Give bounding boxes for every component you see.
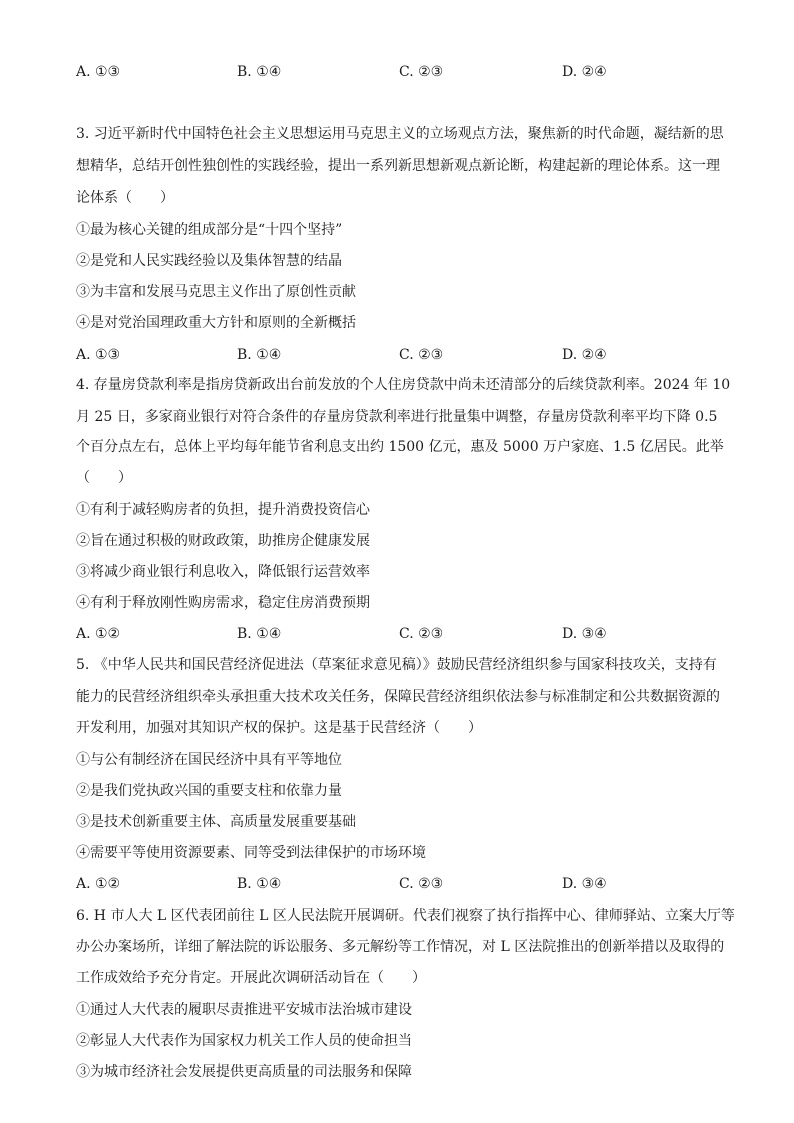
q5-option-b: B. ①④ xyxy=(237,876,282,892)
q4-item-3: ③将减少商业银行利息收入，降低银行运营效率 xyxy=(76,564,370,580)
q3-option-d: D. ②④ xyxy=(562,347,607,363)
q2-option-a: A. ①③ xyxy=(76,64,121,80)
q4-option-b: B. ①④ xyxy=(237,626,282,642)
q6-item-1: ①通过人大代表的履职尽责推进平安城市法治城市建设 xyxy=(76,1002,412,1018)
q6-item-2: ②彰显人大代表作为国家权力机关工作人员的使命担当 xyxy=(76,1033,412,1049)
q4-stem-line-3: 个百分点左右，总体上平均每年能节省利息支出约 1500 亿元，惠及 5000 万户家庭、1.5 亿居民。此举 xyxy=(76,439,724,455)
q5-options xyxy=(76,874,736,894)
q5-option-d: D. ③④ xyxy=(562,876,607,892)
q2-options xyxy=(76,62,736,82)
q5-stem-line-3: 开发利用，加强对其知识产权的保护。这是基于民营经济（ ） xyxy=(76,720,482,736)
q5-option-c: C. ②③ xyxy=(399,876,444,892)
q3-stem-line-3: 论体系（ ） xyxy=(76,190,174,206)
q5-item-3: ③是技术创新重要主体、高质量发展重要基础 xyxy=(76,814,356,830)
q4-stem-line-2: 月 25 日，多家商业银行对符合条件的存量房贷款利率进行批量集中调整，存量房贷款利率平均下降 0.5 xyxy=(76,409,718,425)
q6-item-3: ③为城市经济社会发展提供更高质量的司法服务和保障 xyxy=(76,1064,412,1080)
q5-option-a: A. ①② xyxy=(76,876,121,892)
q4-item-2: ②旨在通过积极的财政政策，助推房企健康发展 xyxy=(76,533,370,549)
q3-stem-line-1: 3. 习近平新时代中国特色社会主义思想运用马克思主义的立场观点方法，聚焦新的时代命题，凝结新的思 xyxy=(76,126,724,142)
q4-options xyxy=(76,624,736,644)
q3-option-b: B. ①④ xyxy=(237,347,282,363)
q2-option-b: B. ①④ xyxy=(237,64,282,80)
q5-item-4: ④需要平等使用资源要素、同等受到法律保护的市场环境 xyxy=(76,845,426,861)
q6-stem-line-2: 办公办案场所，详细了解法院的诉讼服务、多元解纷等工作情况，对 L 区法院推出的创新举措以及取得的 xyxy=(76,939,725,955)
q3-option-a: A. ①③ xyxy=(76,347,121,363)
q4-option-c: C. ②③ xyxy=(399,626,444,642)
q3-item-3: ③为丰富和发展马克思主义作出了原创性贡献 xyxy=(76,284,356,300)
q5-stem-line-2: 能力的民营经济组织牵头承担重大技术攻关任务，保障民营经济组织依法参与标准制定和公共数据资源的 xyxy=(76,689,720,705)
q3-item-1: ①最为核心关键的组成部分是“十四个坚持” xyxy=(76,222,343,238)
q4-stem-line-4: （ ） xyxy=(76,470,132,486)
q4-stem-line-1: 4. 存量房贷款利率是指房贷新政出台前发放的个人住房贷款中尚未还清部分的后续贷款利率。2024 年 10 xyxy=(76,377,731,393)
q2-option-c: C. ②③ xyxy=(399,64,444,80)
q3-stem-line-2: 想精华，总结开创性独创性的实践经验，提出一系列新思想新观点新论断，构建起新的理论体系。这一理 xyxy=(76,158,720,174)
q3-item-4: ④是对党治国理政重大方针和原则的全新概括 xyxy=(76,315,356,331)
q5-item-1: ①与公有制经济在国民经济中具有平等地位 xyxy=(76,752,342,768)
q3-item-2: ②是党和人民实践经验以及集体智慧的结晶 xyxy=(76,253,342,269)
q2-option-d: D. ②④ xyxy=(562,64,607,80)
q3-options xyxy=(76,345,736,365)
q3-option-c: C. ②③ xyxy=(399,347,444,363)
q5-item-2: ②是我们党执政兴国的重要支柱和依靠力量 xyxy=(76,783,342,799)
q4-option-d: D. ③④ xyxy=(562,626,607,642)
q6-stem-line-1: 6. H 市人大 L 区代表团前往 L 区人民法院开展调研。代表们视察了执行指挥中心、律师驿站、立案大厅等 xyxy=(76,908,735,924)
q5-stem-line-1: 5. 《中华人民共和国民营经济促进法（草案征求意见稿）》鼓励民营经济组织参与国家科技攻关，支持有 xyxy=(76,657,717,673)
q4-item-1: ①有利于减轻购房者的负担，提升消费投资信心 xyxy=(76,502,370,518)
q4-item-4: ④有利于释放刚性购房需求，稳定住房消费预期 xyxy=(76,595,370,611)
q4-option-a: A. ①② xyxy=(76,626,121,642)
q6-stem-line-3: 工作成效给予充分肯定。开展此次调研活动旨在（ ） xyxy=(76,970,426,986)
